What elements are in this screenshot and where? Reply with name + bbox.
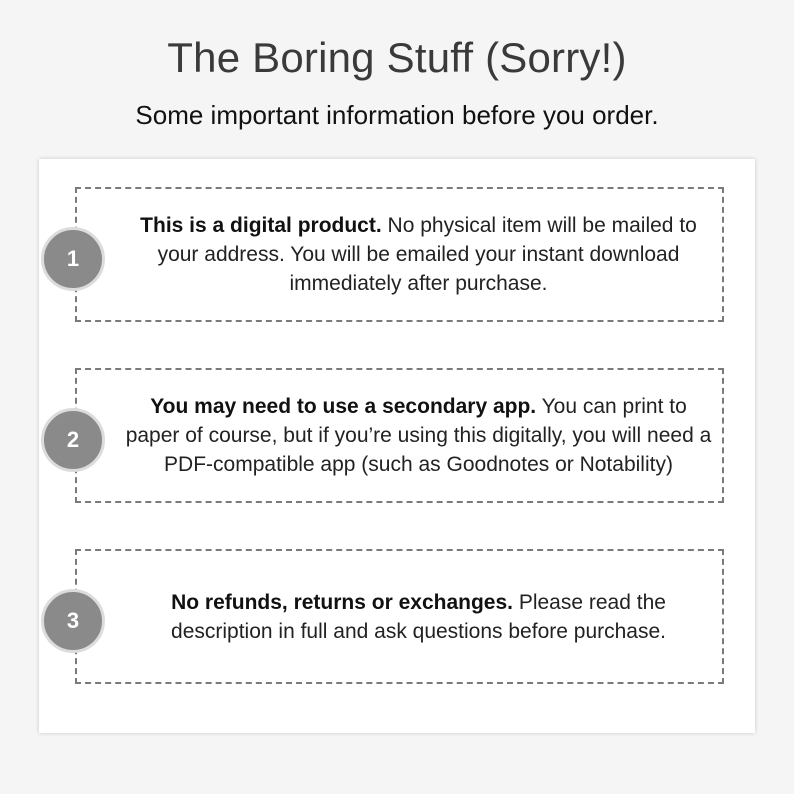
info-item-body: You can print to paper of course, but if you’re using this digitally, you will need a PDF-compatible app (such as Goodnotes or Notability) xyxy=(125,395,712,476)
info-item-2 xyxy=(75,368,724,503)
step-number-badge-1: 1 xyxy=(41,227,105,291)
info-item-1 xyxy=(75,187,724,322)
info-item-body: No physical item will be mailed to your address. You will be emailed your instant download immediately after purchase. xyxy=(157,214,697,295)
info-card xyxy=(39,159,755,733)
info-item-heading: This is a digital product. xyxy=(140,214,382,237)
info-item-heading: No refunds, returns or exchanges. xyxy=(171,590,513,614)
page-subtitle: Some important information before you order. xyxy=(135,100,659,130)
info-item-text xyxy=(121,370,716,501)
page-title: The Boring Stuff (Sorry!) xyxy=(167,34,627,81)
info-item-body: Please read the description in full and ask questions before purchase. xyxy=(171,590,666,643)
info-item-heading: You may need to use a secondary app. xyxy=(150,395,537,418)
step-number-badge-2: 2 xyxy=(41,408,105,472)
info-item-text xyxy=(121,551,716,682)
info-item-text xyxy=(121,189,716,320)
info-item-3 xyxy=(75,549,724,684)
step-number-badge-3: 3 xyxy=(41,589,105,653)
